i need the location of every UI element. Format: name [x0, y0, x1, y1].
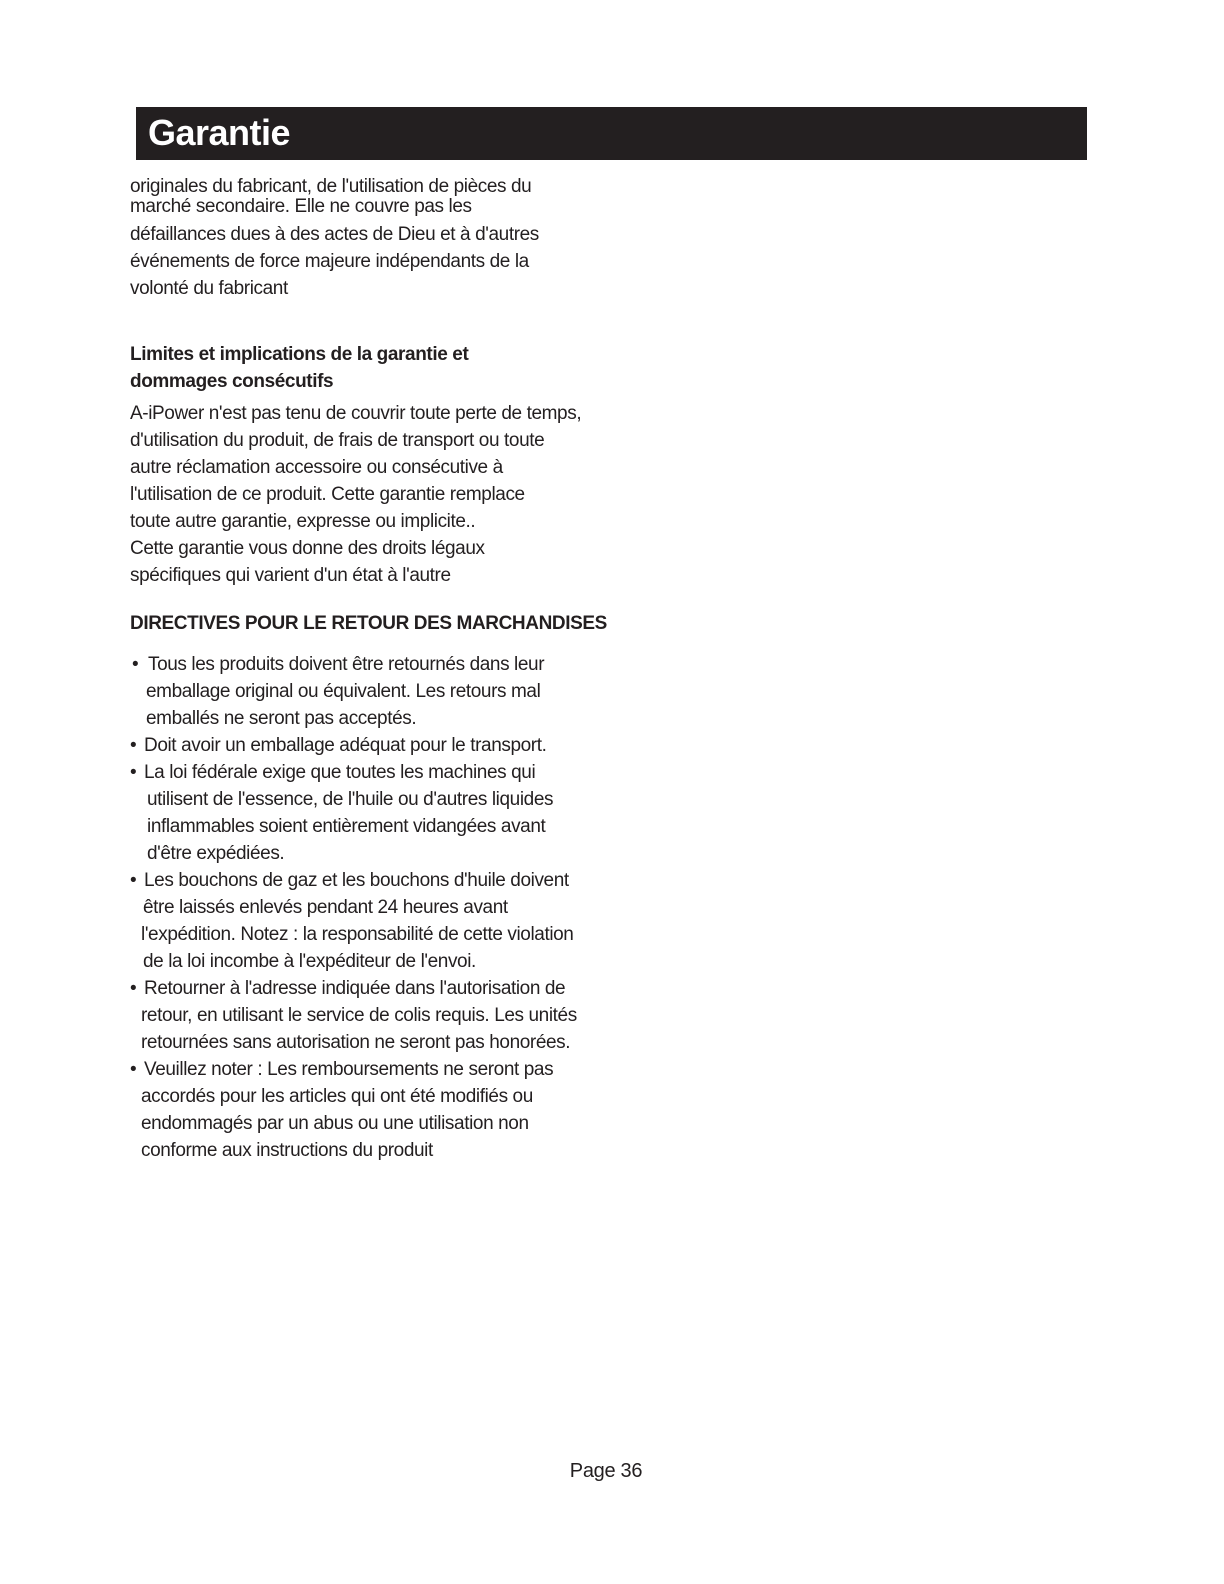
- list-item-line: conforme aux instructions du produit: [141, 1140, 433, 1161]
- bullet-icon: •: [130, 870, 137, 891]
- intro-line: marché secondaire. Elle ne couvre pas les: [130, 196, 472, 217]
- intro-paragraph: [130, 177, 650, 302]
- intro-line: volonté du fabricant: [130, 278, 288, 299]
- limits-heading-line: dommages consécutifs: [130, 371, 334, 392]
- bullet-icon: •: [132, 654, 139, 675]
- list-item-line: d'être expédiées.: [147, 843, 285, 864]
- intro-line: défaillances dues à des actes de Dieu et à d'autres: [130, 224, 539, 245]
- limits-line: l'utilisation de ce produit. Cette garantie remplace: [130, 484, 525, 505]
- list-item-line: Doit avoir un emballage adéquat pour le transport.: [144, 735, 547, 756]
- list-item-line: Tous les produits doivent être retournés dans leur: [148, 654, 545, 675]
- limits-paragraph: [130, 400, 650, 589]
- limits-line: d'utilisation du produit, de frais de transport ou toute: [130, 430, 545, 451]
- returns-heading: DIRECTIVES POUR LE RETOUR DES MARCHANDISES: [130, 613, 607, 634]
- returns-list: [130, 651, 650, 1164]
- limits-line: A-iPower n'est pas tenu de couvrir toute perte de temps,: [130, 403, 582, 424]
- list-item-line: utilisent de l'essence, de l'huile ou d'autres liquides: [147, 789, 554, 810]
- list-item: [130, 975, 650, 1056]
- limits-line: spécifiques qui varient d'un état à l'autre: [130, 565, 451, 586]
- limits-line: Cette garantie vous donne des droits légaux: [130, 538, 485, 559]
- list-item-line: retour, en utilisant le service de colis requis. Les unités: [141, 1005, 577, 1026]
- limits-line: autre réclamation accessoire ou consécutive à: [130, 457, 503, 478]
- list-item-line: Retourner à l'adresse indiquée dans l'autorisation de: [144, 978, 566, 999]
- limits-heading: [130, 341, 650, 395]
- list-item-line: accordés pour les articles qui ont été modifiés ou: [141, 1086, 533, 1107]
- bullet-icon: •: [130, 762, 137, 783]
- bullet-icon: •: [130, 735, 137, 756]
- list-item: [130, 732, 650, 759]
- limits-heading-line: Limites et implications de la garantie et: [130, 344, 469, 365]
- list-item-line: emballés ne seront pas acceptés.: [146, 708, 417, 729]
- page-number: Page 36: [569, 1460, 643, 1482]
- list-item: [130, 759, 650, 867]
- list-item: [130, 1056, 650, 1164]
- limits-line: toute autre garantie, expresse ou implicite..: [130, 511, 476, 532]
- page-title: Garantie: [148, 112, 291, 153]
- list-item: [130, 867, 650, 975]
- section-header-bar: [136, 107, 1087, 160]
- list-item-line: inflammables soient entièrement vidangées avant: [147, 816, 546, 837]
- list-item-line: La loi fédérale exige que toutes les machines qui: [144, 762, 536, 783]
- list-item-line: Veuillez noter : Les remboursements ne seront pas: [144, 1059, 554, 1080]
- intro-line: originales du fabricant, de l'utilisation de pièces du: [130, 176, 532, 197]
- list-item-line: être laissés enlevés pendant 24 heures avant: [143, 897, 508, 918]
- bullet-icon: •: [130, 1059, 137, 1080]
- list-item-line: retournées sans autorisation ne seront pas honorées.: [141, 1032, 571, 1053]
- list-item: [130, 651, 650, 732]
- bullet-icon: •: [130, 978, 137, 999]
- list-item-line: Les bouchons de gaz et les bouchons d'huile doivent: [144, 870, 569, 891]
- list-item-line: de la loi incombe à l'expéditeur de l'envoi.: [143, 951, 476, 972]
- intro-line: événements de force majeure indépendants de la: [130, 251, 529, 272]
- list-item-line: emballage original ou équivalent. Les retours mal: [146, 681, 541, 702]
- list-item-line: l'expédition. Notez : la responsabilité de cette violation: [141, 924, 574, 945]
- list-item-line: endommagés par un abus ou une utilisation non: [141, 1113, 529, 1134]
